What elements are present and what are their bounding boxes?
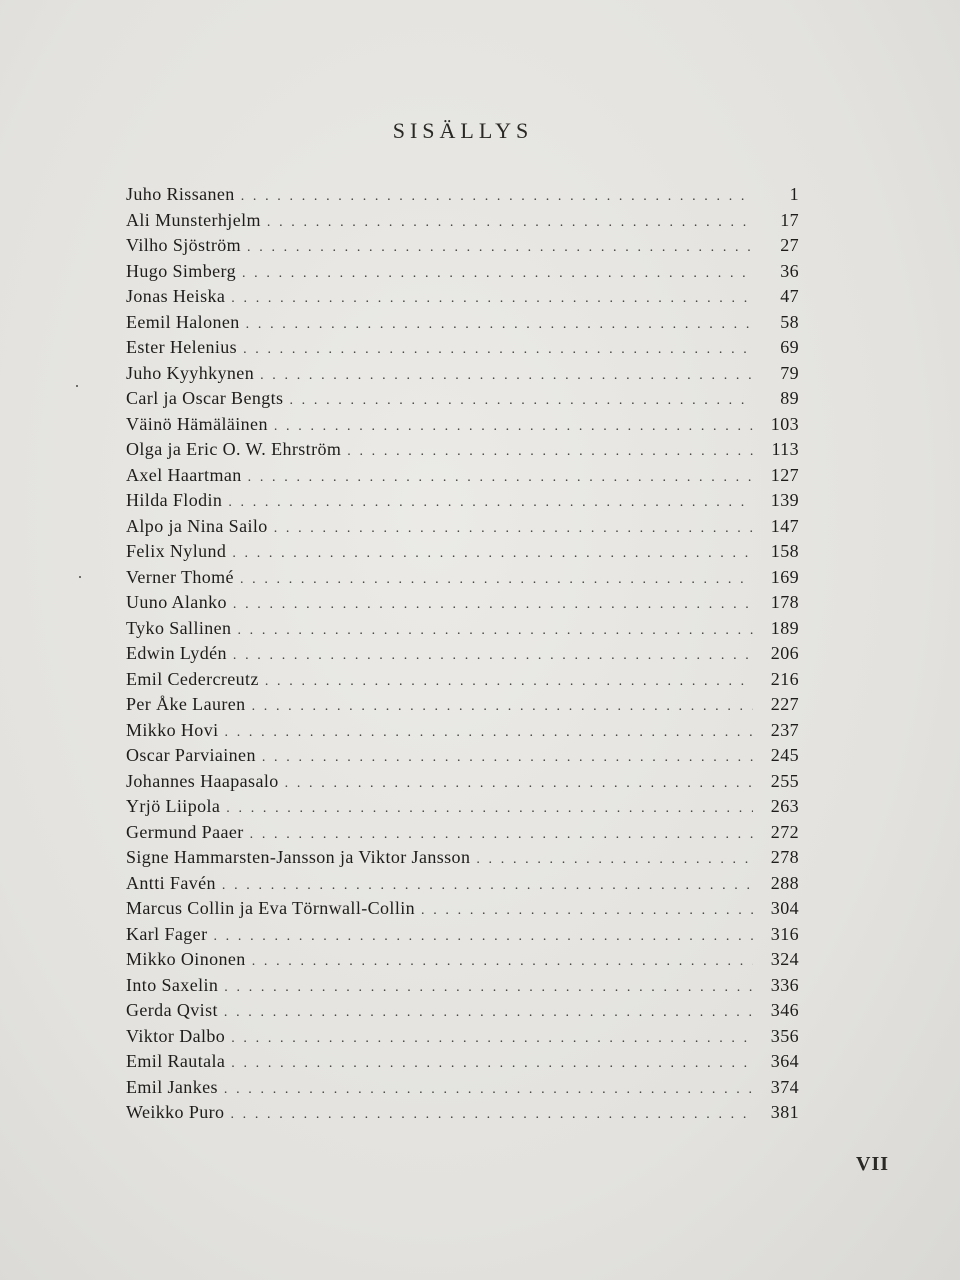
toc-entry-name: Mikko Oinonen — [126, 949, 246, 969]
toc-entry-page: 316 — [770, 923, 799, 944]
dot-leader — [252, 954, 753, 970]
toc-entry-page: 255 — [770, 770, 799, 791]
toc-entry — [126, 771, 799, 797]
dot-leader — [242, 266, 753, 282]
dot-leader — [231, 291, 753, 307]
toc-entry-page: 304 — [770, 898, 799, 918]
toc-entry-name: Viktor Dalbo — [126, 1025, 226, 1046]
toc-entry-page: 278 — [770, 847, 799, 867]
toc-entry-page: 189 — [770, 617, 799, 638]
toc-entry-name: Oscar Parviainen — [126, 745, 256, 765]
toc-entry-name: Into Saxelin — [126, 974, 219, 995]
dot-leader — [232, 546, 753, 562]
toc-entry — [126, 924, 799, 950]
toc-entry-name: Johannes Haapasalo — [126, 770, 279, 791]
dot-leader — [262, 750, 753, 766]
toc-entry-page: 272 — [770, 821, 799, 842]
toc-entry — [126, 235, 799, 261]
dot-leader — [274, 521, 753, 537]
dot-leader — [250, 827, 753, 843]
toc-entry-name: Hilda Flodin — [126, 490, 223, 510]
dot-leader — [231, 1031, 753, 1047]
dot-leader — [224, 980, 753, 996]
dot-leader — [224, 1082, 753, 1098]
toc-entry — [126, 363, 799, 389]
toc-entry-name: Per Åke Lauren — [126, 694, 246, 714]
toc-entry-name: Juho Kyyhkynen — [126, 362, 255, 383]
toc-entry-name: Ali Munsterhjelm — [126, 209, 261, 230]
toc-entry-page: 58 — [780, 311, 799, 332]
dot-leader — [252, 699, 753, 715]
toc-entry-page: 346 — [770, 1000, 799, 1020]
dot-leader — [246, 317, 753, 333]
toc-entry — [126, 796, 799, 822]
toc-entry-name: Emil Cedercreutz — [126, 668, 259, 689]
toc-entry — [126, 694, 799, 720]
toc-entry-page: 206 — [770, 643, 799, 663]
toc-entry-name: Hugo Simberg — [126, 260, 236, 281]
toc-entry-name: Gerda Qvist — [126, 1000, 218, 1020]
toc-entry — [126, 669, 799, 695]
dot-leader — [222, 878, 753, 894]
toc-entry-page: 356 — [770, 1025, 799, 1046]
paper-speck — [79, 576, 81, 578]
toc-entry-name: Tyko Sallinen — [126, 617, 232, 638]
dot-leader — [213, 929, 753, 945]
toc-entry-name: Jonas Heiska — [126, 286, 226, 306]
toc-entry-page: 288 — [770, 872, 799, 893]
toc-entry-page: 158 — [770, 541, 799, 561]
dot-leader — [241, 189, 753, 205]
dot-leader — [243, 342, 753, 358]
dot-leader — [237, 623, 753, 639]
toc-entry-name: Vilho Sjöström — [126, 235, 242, 255]
toc-entry-name: Carl ja Oscar Bengts — [126, 388, 284, 408]
toc-entry — [126, 184, 799, 210]
toc-entry-name: Olga ja Eric O. W. Ehrström — [126, 439, 342, 459]
toc-entry-name: Mikko Hovi — [126, 719, 219, 740]
toc-entry-page: 324 — [770, 949, 799, 969]
toc-entry-name: Felix Nylund — [126, 541, 227, 561]
dot-leader — [228, 495, 753, 511]
page-number: VII — [856, 1153, 890, 1175]
toc-entry-page: 89 — [780, 388, 799, 408]
toc-entry-name: Juho Rissanen — [126, 184, 235, 204]
dot-leader — [231, 1056, 753, 1072]
toc-entry — [126, 465, 799, 491]
toc-entry-page: 374 — [770, 1076, 799, 1097]
toc-entry — [126, 745, 799, 771]
toc-entry-page: 237 — [770, 719, 799, 740]
toc-entry-name: Emil Rautala — [126, 1051, 226, 1071]
toc-entry-page: 381 — [770, 1102, 799, 1122]
toc-entry — [126, 1102, 799, 1128]
dot-leader — [260, 368, 753, 384]
toc-entry — [126, 1000, 799, 1026]
toc-entry — [126, 720, 799, 746]
toc-entry-page: 113 — [771, 439, 799, 459]
toc-entry-page: 245 — [770, 745, 799, 765]
dot-leader — [224, 1005, 753, 1021]
dot-leader — [233, 648, 753, 664]
toc-entry — [126, 898, 799, 924]
toc-entry — [126, 337, 799, 363]
toc-entry-page: 79 — [780, 362, 799, 383]
toc-entry-page: 169 — [770, 566, 799, 587]
dot-leader — [248, 470, 753, 486]
toc-entry — [126, 618, 799, 644]
table-of-contents — [126, 184, 799, 1128]
dot-leader — [347, 444, 753, 460]
toc-entry-page: 17 — [780, 209, 799, 230]
toc-entry-page: 364 — [770, 1051, 799, 1071]
paper-speck — [76, 385, 78, 387]
toc-entry-name: Karl Fager — [126, 923, 208, 944]
toc-entry-name: Eemil Halonen — [126, 311, 240, 332]
toc-entry — [126, 567, 799, 593]
toc-entry-name: Edwin Lydén — [126, 643, 227, 663]
toc-entry — [126, 592, 799, 618]
toc-entry — [126, 975, 799, 1001]
toc-entry-name: Germund Paaer — [126, 821, 244, 842]
toc-entry-page: 227 — [770, 694, 799, 714]
toc-entry — [126, 643, 799, 669]
toc-entry — [126, 1051, 799, 1077]
toc-entry — [126, 873, 799, 899]
toc-entry — [126, 541, 799, 567]
toc-entry-page: 103 — [770, 413, 799, 434]
toc-entry-name: Verner Thomé — [126, 566, 234, 587]
toc-entry — [126, 388, 799, 414]
toc-entry — [126, 490, 799, 516]
toc-entry-name: Weikko Puro — [126, 1102, 225, 1122]
toc-entry — [126, 312, 799, 338]
toc-entry — [126, 439, 799, 465]
toc-entry-page: 147 — [770, 515, 799, 536]
toc-entry-name: Marcus Collin ja Eva Törnwall-Collin — [126, 898, 416, 918]
toc-entry-name: Antti Favén — [126, 872, 216, 893]
toc-entry — [126, 822, 799, 848]
toc-entry-name: Axel Haartman — [126, 464, 242, 485]
dot-leader — [289, 393, 753, 409]
toc-entry-page: 47 — [780, 286, 799, 306]
toc-entry-page: 139 — [770, 490, 799, 510]
toc-entry — [126, 847, 799, 873]
toc-entry-name: Signe Hammarsten-Jansson ja Viktor Jansson — [126, 847, 471, 867]
toc-entry — [126, 210, 799, 236]
dot-leader — [240, 572, 753, 588]
toc-entry-page: 127 — [770, 464, 799, 485]
toc-entry-name: Ester Helenius — [126, 337, 238, 357]
toc-entry-page: 336 — [770, 974, 799, 995]
dot-leader — [267, 215, 753, 231]
dot-leader — [226, 801, 753, 817]
toc-entry-page: 178 — [770, 592, 799, 612]
toc-entry — [126, 1077, 799, 1103]
dot-leader — [274, 419, 753, 435]
dot-leader — [476, 852, 753, 868]
toc-entry-page: 263 — [770, 796, 799, 816]
toc-entry-name: Alpo ja Nina Sailo — [126, 515, 268, 536]
toc-entry-name: Emil Jankes — [126, 1076, 218, 1097]
toc-entry-name: Uuno Alanko — [126, 592, 227, 612]
toc-entry-page: 216 — [770, 668, 799, 689]
toc-entry — [126, 1026, 799, 1052]
page-title: SISÄLLYS — [392, 118, 534, 143]
dot-leader — [233, 597, 753, 613]
toc-entry-page: 1 — [789, 184, 799, 204]
dot-leader — [247, 240, 753, 256]
dot-leader — [285, 776, 753, 792]
dot-leader — [265, 674, 753, 690]
toc-entry-page: 36 — [780, 260, 799, 281]
dot-leader — [225, 725, 753, 741]
toc-entry — [126, 414, 799, 440]
toc-entry-page: 27 — [780, 235, 799, 255]
dot-leader — [421, 903, 753, 919]
toc-entry — [126, 286, 799, 312]
dot-leader — [230, 1107, 753, 1123]
toc-entry — [126, 516, 799, 542]
toc-entry — [126, 261, 799, 287]
toc-entry — [126, 949, 799, 975]
toc-entry-page: 69 — [780, 337, 799, 357]
toc-entry-name: Väinö Hämäläinen — [126, 413, 268, 434]
toc-entry-name: Yrjö Liipola — [126, 796, 221, 816]
